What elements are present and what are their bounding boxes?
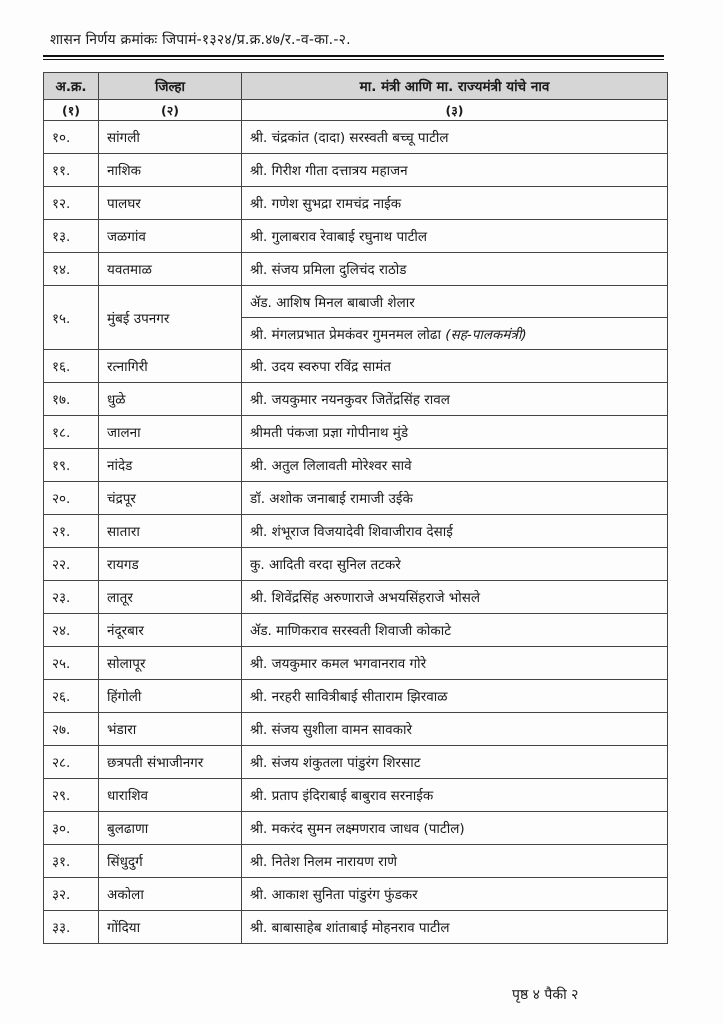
minister-name: श्री. चंद्रकांत (दादा) सरस्वती बच्चू पाटील	[250, 130, 449, 146]
district-name: नंदूरबार	[99, 614, 242, 647]
minister-name-cell	[242, 713, 668, 746]
minister-name-cell	[242, 581, 668, 614]
serial-number: ११.	[44, 154, 99, 187]
minister-name: श्री. संजय शंकुतला पांडुरंग शिरसाट	[250, 755, 421, 771]
district-name: सातारा	[99, 515, 242, 548]
serial-number: ३२.	[44, 878, 99, 911]
table-row	[44, 187, 668, 220]
district-name: हिंगोली	[99, 680, 242, 713]
serial-number: ३३.	[44, 911, 99, 944]
column-number: (२)	[99, 100, 242, 121]
minister-name: श्री. मकरंद सुमन लक्ष्मणराव जाधव (पाटील)	[250, 821, 465, 837]
district-name: यवतमाळ	[99, 253, 242, 286]
table-column-number-row	[44, 100, 668, 121]
serial-number: १७.	[44, 383, 99, 416]
minister-name-cell	[242, 449, 668, 482]
minister-name-cell	[242, 548, 668, 581]
district-name: रायगड	[99, 548, 242, 581]
minister-name: श्री. संजय सुशीला वामन सावकारे	[250, 722, 413, 738]
minister-name: श्री. जयकुमार नयनकुवर जितेंद्रसिंह रावल	[250, 392, 450, 408]
table-header-row	[44, 73, 668, 100]
district-name: सोलापूर	[99, 647, 242, 680]
district-name: रत्नागिरी	[99, 350, 242, 383]
serial-number: २९.	[44, 779, 99, 812]
district-name: पालघर	[99, 187, 242, 220]
table-row	[44, 746, 668, 779]
district-name: जालना	[99, 416, 242, 449]
minister-name: श्री. बाबासाहेब शांताबाई मोहनराव पाटील	[250, 920, 450, 936]
minister-name-cell	[242, 482, 668, 515]
serial-number: ३१.	[44, 845, 99, 878]
table-row	[44, 416, 668, 449]
district-name: गोंदिया	[99, 911, 242, 944]
district-name: लातूर	[99, 581, 242, 614]
minister-name-cell	[242, 845, 668, 878]
table-row	[44, 713, 668, 746]
table-row	[44, 845, 668, 878]
minister-name-cell	[242, 416, 668, 449]
district-name: भंडारा	[99, 713, 242, 746]
table-row	[44, 911, 668, 944]
serial-number: १४.	[44, 253, 99, 286]
minister-name: श्री. आकाश सुनिता पांडुरंग फुंडकर	[250, 887, 418, 903]
minister-name-cell	[242, 121, 668, 154]
serial-number: ३०.	[44, 812, 99, 845]
serial-number: १२.	[44, 187, 99, 220]
minister-name: श्री. शंभूराज विजयादेवी शिवाजीराव देसाई	[250, 524, 453, 540]
minister-name-cell	[242, 350, 668, 383]
serial-number: २७.	[44, 713, 99, 746]
table-row	[44, 449, 668, 482]
table-row	[44, 253, 668, 286]
minister-name-cell	[242, 647, 668, 680]
table-body	[44, 121, 668, 944]
serial-number: २८.	[44, 746, 99, 779]
co-guardian-minister-note: (सह-पालकमंत्री)	[445, 326, 527, 343]
table-row	[44, 647, 668, 680]
minister-name-cell	[242, 614, 668, 647]
serial-number: २०.	[44, 482, 99, 515]
district-name: मुंबई उपनगर	[99, 286, 242, 350]
minister-name-cell	[242, 154, 668, 187]
minister-name: श्री. नितेश निलम नारायण राणे	[250, 854, 397, 870]
minister-name: श्री. संजय प्रमिला दुलिचंद राठोड	[250, 262, 407, 278]
column-header-minister-name: मा. मंत्री आणि मा. राज्यमंत्री यांचे नाव	[242, 73, 668, 100]
minister-name: श्री. अतुल लिलावती मोरेश्वर सावे	[250, 458, 412, 474]
district-name: अकोला	[99, 878, 242, 911]
minister-name: श्री. नरहरी सावित्रीबाई सीताराम झिरवाळ	[250, 689, 448, 705]
table-row	[44, 548, 668, 581]
district-minister-table	[43, 72, 668, 944]
table-row	[44, 812, 668, 845]
minister-name: कु. आदिती वरदा सुनिल तटकरे	[250, 557, 401, 573]
minister-name-cell	[242, 220, 668, 253]
minister-name: श्री. शिवेंद्रसिंह अरुणाराजे अभयसिंहराजे भोसले	[250, 590, 481, 606]
serial-number: १८.	[44, 416, 99, 449]
table-row	[44, 581, 668, 614]
serial-number: १९.	[44, 449, 99, 482]
minister-name-cell	[242, 187, 668, 220]
minister-name-cell	[242, 812, 668, 845]
minister-name-cell	[242, 911, 668, 944]
district-name: जळगांव	[99, 220, 242, 253]
minister-name: ॲड. माणिकराव सरस्वती शिवाजी कोकाटे	[250, 623, 452, 639]
page-header: शासन निर्णय क्रमांकः जिपामं-१३२४/प्र.क्र.४७/र.-व-का.-२.	[50, 32, 351, 48]
minister-name: श्री. उदय स्वरुपा रविंद्र सामंत	[250, 359, 391, 375]
serial-number: २५.	[44, 647, 99, 680]
district-name: सिंधुदुर्ग	[99, 845, 242, 878]
column-header-serial: अ.क्र.	[44, 73, 99, 100]
minister-name: श्री. गिरीश गीता दत्तात्रय महाजन	[250, 163, 408, 179]
table-row	[44, 482, 668, 515]
table-row	[44, 121, 668, 154]
district-name: धुळे	[99, 383, 242, 416]
district-name: धाराशिव	[99, 779, 242, 812]
table-row	[44, 220, 668, 253]
minister-name-cell	[242, 286, 668, 318]
minister-name: श्री. गुलाबराव रेवाबाई रघुनाथ पाटील	[250, 229, 428, 245]
table-row	[44, 878, 668, 911]
minister-name-cell	[242, 383, 668, 416]
serial-number: २४.	[44, 614, 99, 647]
minister-name: श्री. मंगलप्रभात प्रेमकंवर गुमनमल लोढा	[250, 326, 441, 343]
serial-number: २६.	[44, 680, 99, 713]
table-row	[44, 680, 668, 713]
serial-number: १५.	[44, 286, 99, 350]
serial-number: २१.	[44, 515, 99, 548]
table-row	[44, 515, 668, 548]
district-name: नांदेड	[99, 449, 242, 482]
minister-name: श्री. गणेश सुभद्रा रामचंद्र नाईक	[250, 196, 402, 212]
serial-number: १३.	[44, 220, 99, 253]
minister-name: श्रीमती पंकजा प्रज्ञा गोपीनाथ मुंडे	[250, 425, 409, 441]
district-name: बुलढाणा	[99, 812, 242, 845]
minister-name-cell	[242, 878, 668, 911]
district-name: सांगली	[99, 121, 242, 154]
column-number: (१)	[44, 100, 99, 121]
minister-name-cell	[242, 779, 668, 812]
minister-name: श्री. जयकुमार कमल भगवानराव गोरे	[250, 656, 427, 672]
minister-name-cell	[242, 746, 668, 779]
column-header-district: जिल्हा	[99, 73, 242, 100]
table-row	[44, 614, 668, 647]
minister-name-cell	[242, 680, 668, 713]
district-name: छत्रपती संभाजीनगर	[99, 746, 242, 779]
minister-name-cell	[242, 515, 668, 548]
minister-name-cell	[242, 318, 668, 350]
column-number: (३)	[242, 100, 668, 121]
district-name: चंद्रपूर	[99, 482, 242, 515]
table-row	[44, 154, 668, 187]
minister-name: श्री. प्रताप इंदिराबाई बाबुराव सरनाईक	[250, 788, 434, 804]
district-name: नाशिक	[99, 154, 242, 187]
serial-number: १६.	[44, 350, 99, 383]
minister-name: ॲड. आशिष मिनल बाबाजी शेलार	[250, 294, 415, 311]
page-footer: पृष्ठ ४ पैकी २	[512, 987, 579, 1003]
table-row	[44, 779, 668, 812]
serial-number: २३.	[44, 581, 99, 614]
table-row	[44, 350, 668, 383]
serial-number: १०.	[44, 121, 99, 154]
minister-name: डॉ. अशोक जनाबाई रामाजी उईके	[250, 491, 413, 507]
serial-number: २२.	[44, 548, 99, 581]
table-row	[44, 383, 668, 416]
header-rule	[43, 55, 664, 60]
minister-name-cell	[242, 253, 668, 286]
table-row	[44, 286, 668, 318]
